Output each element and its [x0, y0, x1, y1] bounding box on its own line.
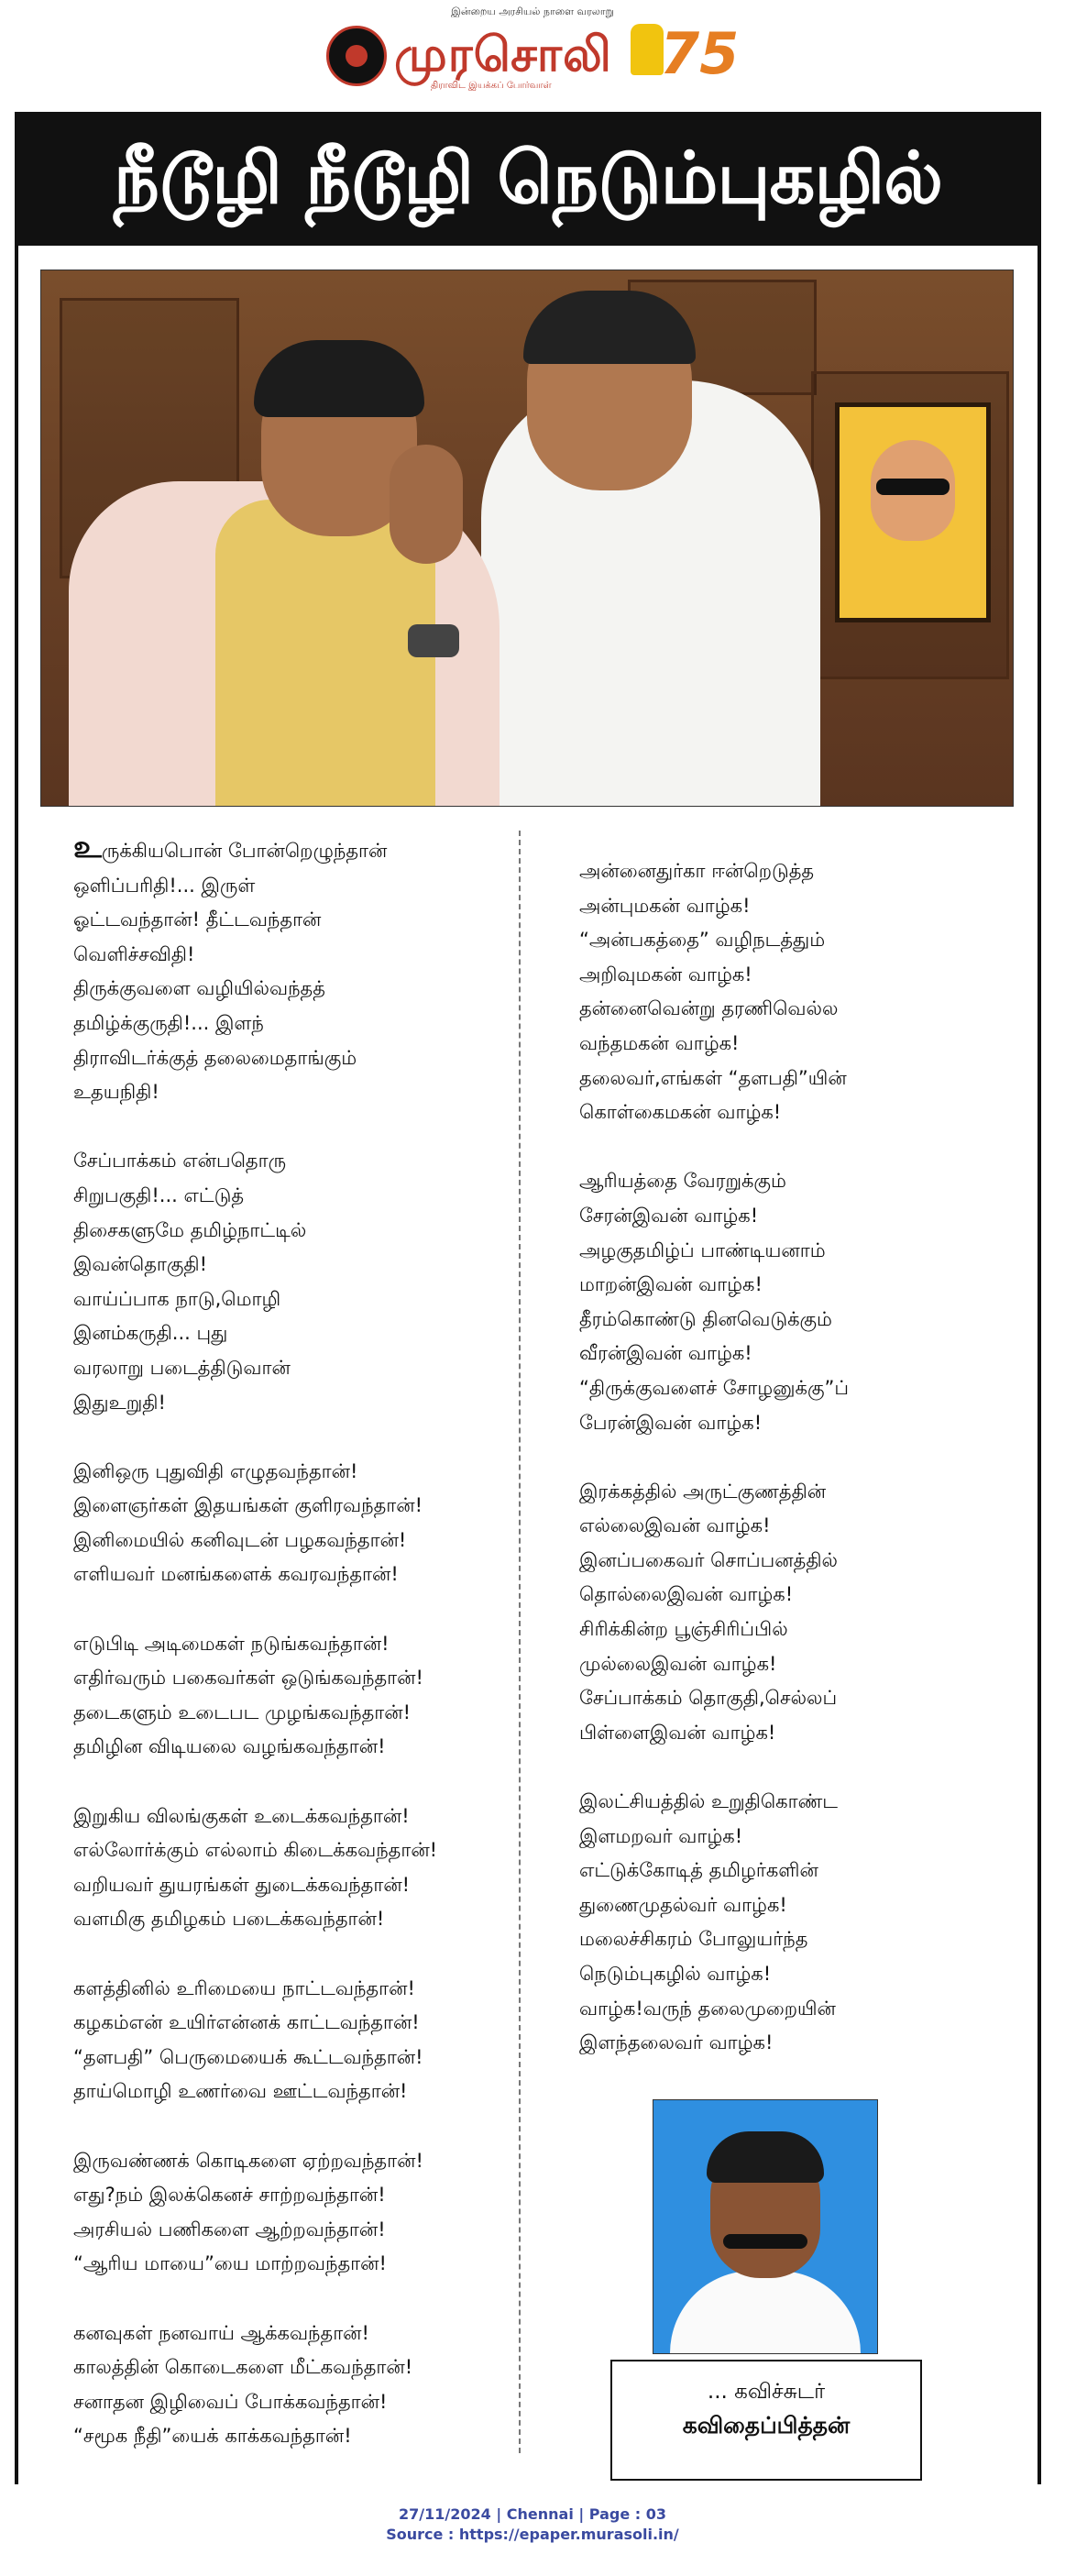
poem-line: வாழ்க!வருந் தலைமுறையின் [579, 1997, 836, 2020]
poem-line: தாய்மொழி உணர்வை ஊட்டவந்தான்! [73, 2080, 408, 2103]
poem-line: தமிழின விடியலை வழங்கவந்தான்! [73, 1735, 386, 1758]
poem-line: சிறுபகுதி!... எட்டுத் [73, 1183, 245, 1206]
poem-line: வறியவர் துயரங்கள் துடைக்கவந்தான்! [73, 1873, 411, 1896]
headline: நீடூழி நீடூழி நெடும்புகழில் [114, 138, 942, 220]
stanza [73, 831, 504, 1110]
poem-line: தலைவர்,எங்கள் “தளபதி”யின் [579, 1066, 847, 1089]
poem-line: இலட்சியத்தில் உறுதிகொண்ட [579, 1790, 839, 1813]
poem-line: எளியவர் மனங்களைக் கவரவந்தான்! [73, 1563, 399, 1586]
poem-line: கழகம்என் உயிர்என்னக் காட்டவந்தான்! [73, 2011, 420, 2034]
poem-line: துணைமுதல்வர் வாழ்க! [579, 1893, 787, 1916]
poem-line: சனாதன இழிவைப் போக்கவந்தான்! [73, 2390, 388, 2413]
poem-line: களத்தினில் உரிமையை நாட்டவந்தான்! [73, 1976, 415, 1999]
poem-line: அன்புமகன் வாழ்க! [579, 894, 751, 917]
poem-line: இருவண்ணக் கொடிகளை ஏற்றவந்தான்! [73, 2149, 423, 2172]
poem-line: மலைச்சிகரம் போலுயர்ந்த [579, 1928, 808, 1951]
author-moustache-icon [723, 2234, 807, 2249]
poem-line-text: ருக்கியபொன் போன்றெழுந்தான் [101, 840, 388, 862]
logo-wordmark: முரசொலி [394, 28, 612, 83]
poem-line: “திருக்குவளைச் சோழனுக்கு”ப் [579, 1376, 849, 1399]
masthead [0, 0, 1065, 101]
poem-line: ஓட்டவந்தான்! தீட்டவந்தான் [73, 908, 322, 931]
stanza [73, 1455, 504, 1592]
poem-line: இரக்கத்தில் அருட்குணத்தின் [579, 1480, 827, 1503]
poem-line: வெளிச்சவிதி! [73, 942, 195, 965]
portrait-glasses-icon [876, 479, 950, 495]
poem-line: எல்லைஇவன் வாழ்க! [579, 1514, 771, 1537]
poem-left-column [73, 831, 504, 2489]
poem-line: “சமூக நீதி”யைக் காக்கவந்தான்! [73, 2425, 352, 2448]
hand [390, 445, 463, 564]
stanza [73, 2144, 504, 2282]
poem-line: இறுகிய விலங்குகள் உடைக்கவந்தான்! [73, 1804, 410, 1827]
author-shirt [670, 2271, 861, 2354]
poem-line: சேப்பாக்கம் என்பதொரு [73, 1150, 287, 1172]
stanza [73, 2317, 504, 2454]
poem-line: மாறன்இவன் வாழ்க! [579, 1273, 763, 1296]
poem-line: சிரிக்கின்ற பூஞ்சிரிப்பில் [579, 1618, 788, 1641]
stanza [579, 1164, 1001, 1440]
poem-line: இளைஞர்கள் இதயங்கள் குளிரவந்தான்! [73, 1494, 423, 1517]
poem-line: தீரம்கொண்டு தினவெடுக்கும் [579, 1307, 832, 1330]
poem-line: இனிஒரு புதுவிதி எழுதவந்தான்! [73, 1459, 358, 1482]
poem-line: பிள்ளைஇவன் வாழ்க! [579, 1721, 776, 1744]
poem-line: அரசியல் பணிகளை ஆற்றவந்தான்! [73, 2218, 386, 2240]
poem-line: வரலாறு படைத்திடுவான் [73, 1356, 291, 1379]
poem-line: இதுஉறுதி! [73, 1391, 166, 1414]
poem-line: எல்லோர்க்கும் எல்லாம் கிடைக்கவந்தான்! [73, 1839, 438, 1862]
anniversary-number: 75 [660, 20, 740, 87]
poem-line: முல்லைஇவன் வாழ்க! [579, 1652, 777, 1675]
stanza [579, 1475, 1001, 1751]
poem-line: இளந்தலைவர் வாழ்க! [579, 2031, 774, 2054]
newspaper-logo[interactable] [323, 20, 744, 95]
stanza [73, 1800, 504, 1937]
stanza [73, 1972, 504, 2109]
poem-right-column [579, 854, 1001, 2095]
poem-line: கனவுகள் நனவாய் ஆக்கவந்தான்! [73, 2321, 369, 2344]
poem-line: எட்டுக்கோடித் தமிழர்களின் [579, 1859, 818, 1882]
poem-line: நெடும்புகழில் வாழ்க! [579, 1963, 772, 1985]
poem-line: பேரன்இவன் வாழ்க! [579, 1411, 763, 1434]
poem-line: எடுபிடி அடிமைகள் நடுங்கவந்தான்! [73, 1632, 390, 1655]
poem-line: தன்னைவென்று தரணிவெல்ல [579, 997, 839, 1020]
stanza [579, 854, 1001, 1130]
drop-cap: உ [73, 829, 102, 865]
logo-subtitle: திராவிட இயக்கப் போர்வாள் [431, 81, 552, 91]
author-byline [610, 2360, 922, 2481]
poem-line: “அன்பகத்தை” வழிநடத்தும் [579, 929, 826, 952]
poem-line [73, 831, 504, 869]
poem-line: கொள்கைமகன் வாழ்க! [579, 1101, 782, 1124]
author-prefix: ... கவிச்சுடர் [707, 2380, 826, 2404]
poem-line: வந்தமகன் வாழ்க! [579, 1031, 740, 1054]
poem-line: சேரன்இவன் வாழ்க! [579, 1204, 759, 1227]
poem-line: அறிவுமகன் வாழ்க! [579, 963, 752, 985]
person-left-hair [254, 340, 424, 417]
poem-line: அழகுதமிழ்ப் பாண்டியனாம் [579, 1238, 826, 1261]
poem-line: திருக்குவளை வழியில்வந்தத் [73, 977, 325, 1000]
stanza [73, 1144, 504, 1420]
rising-sun-emblem-icon [326, 26, 387, 86]
poem-line: “தளபதி” பெருமையைக் கூட்டவந்தான்! [73, 2045, 423, 2068]
poem-line: ஒளிப்பரிதி!... இருள் [73, 874, 256, 897]
poem-line: தொல்லைஇவன் வாழ்க! [579, 1583, 794, 1606]
article-photo [40, 270, 1014, 807]
poem-line: எதிர்வரும் பகைவர்கள் ஒடுங்கவந்தான்! [73, 1667, 423, 1690]
stanza [73, 1627, 504, 1765]
wristwatch-icon [408, 624, 459, 657]
poem-line: வளமிகு தமிழகம் படைக்கவந்தான்! [73, 1908, 385, 1931]
footer-source-link[interactable]: Source : https://epaper.murasoli.in/ [386, 2526, 679, 2543]
headline-banner [15, 112, 1041, 246]
poem-line: உதயநிதி! [73, 1081, 159, 1104]
author-name: கவிதைப்பித்தன் [682, 2412, 851, 2438]
author-photo [653, 2099, 878, 2354]
stanza [579, 1785, 1001, 2061]
poem-line: காலத்தின் கொடைகளை மீட்கவந்தான்! [73, 2356, 413, 2379]
poem-line: திராவிடர்க்குத் தலைமைதாங்கும் [73, 1046, 357, 1069]
poem-line: திசைகளுமே தமிழ்நாட்டில் [73, 1218, 307, 1241]
poem-line: தடைகளும் உடைபட முழங்கவந்தான்! [73, 1701, 412, 1723]
page-footer [0, 2504, 1065, 2545]
poem-line: இனப்பகைவர் சொப்பனத்தில் [579, 1548, 838, 1571]
poem-line: இனிமையில் கனிவுடன் பழகவந்தான்! [73, 1528, 407, 1551]
poem-line: ஆரியத்தை வேரறுக்கும் [579, 1170, 786, 1193]
poem-line: அன்னைதுர்கா ஈன்றெடுத்த [579, 860, 815, 882]
poem-line: எது?நம் இலக்கெனச் சாற்றவந்தான்! [73, 2184, 386, 2207]
poem-line: இவன்தொகுதி! [73, 1253, 208, 1276]
wall-portrait [835, 402, 991, 622]
poem-line: “ஆரிய மாயை”யை மாற்றவந்தான்! [73, 2252, 387, 2275]
footer-date-page: 27/11/2024 | Chennai | Page : 03 [399, 2505, 666, 2523]
poem-line: இளமறவர் வாழ்க! [579, 1824, 743, 1847]
poem-line: சேப்பாக்கம் தொகுதி,செல்லப் [579, 1687, 838, 1710]
masthead-tagline: இன்றைய அரசியல் நாளை வரலாறு [451, 6, 614, 17]
poem-line: இனம்கருதி... புது [73, 1322, 228, 1345]
author-hair [707, 2131, 824, 2183]
founder-portrait-icon [631, 24, 664, 75]
poem-line: வீரன்இவன் வாழ்க! [579, 1342, 752, 1365]
column-divider [519, 831, 521, 2453]
poem-line: வாய்ப்பாக நாடு,மொழி [73, 1287, 281, 1310]
poem-line: தமிழ்க்குருதி!... இளந் [73, 1011, 264, 1034]
